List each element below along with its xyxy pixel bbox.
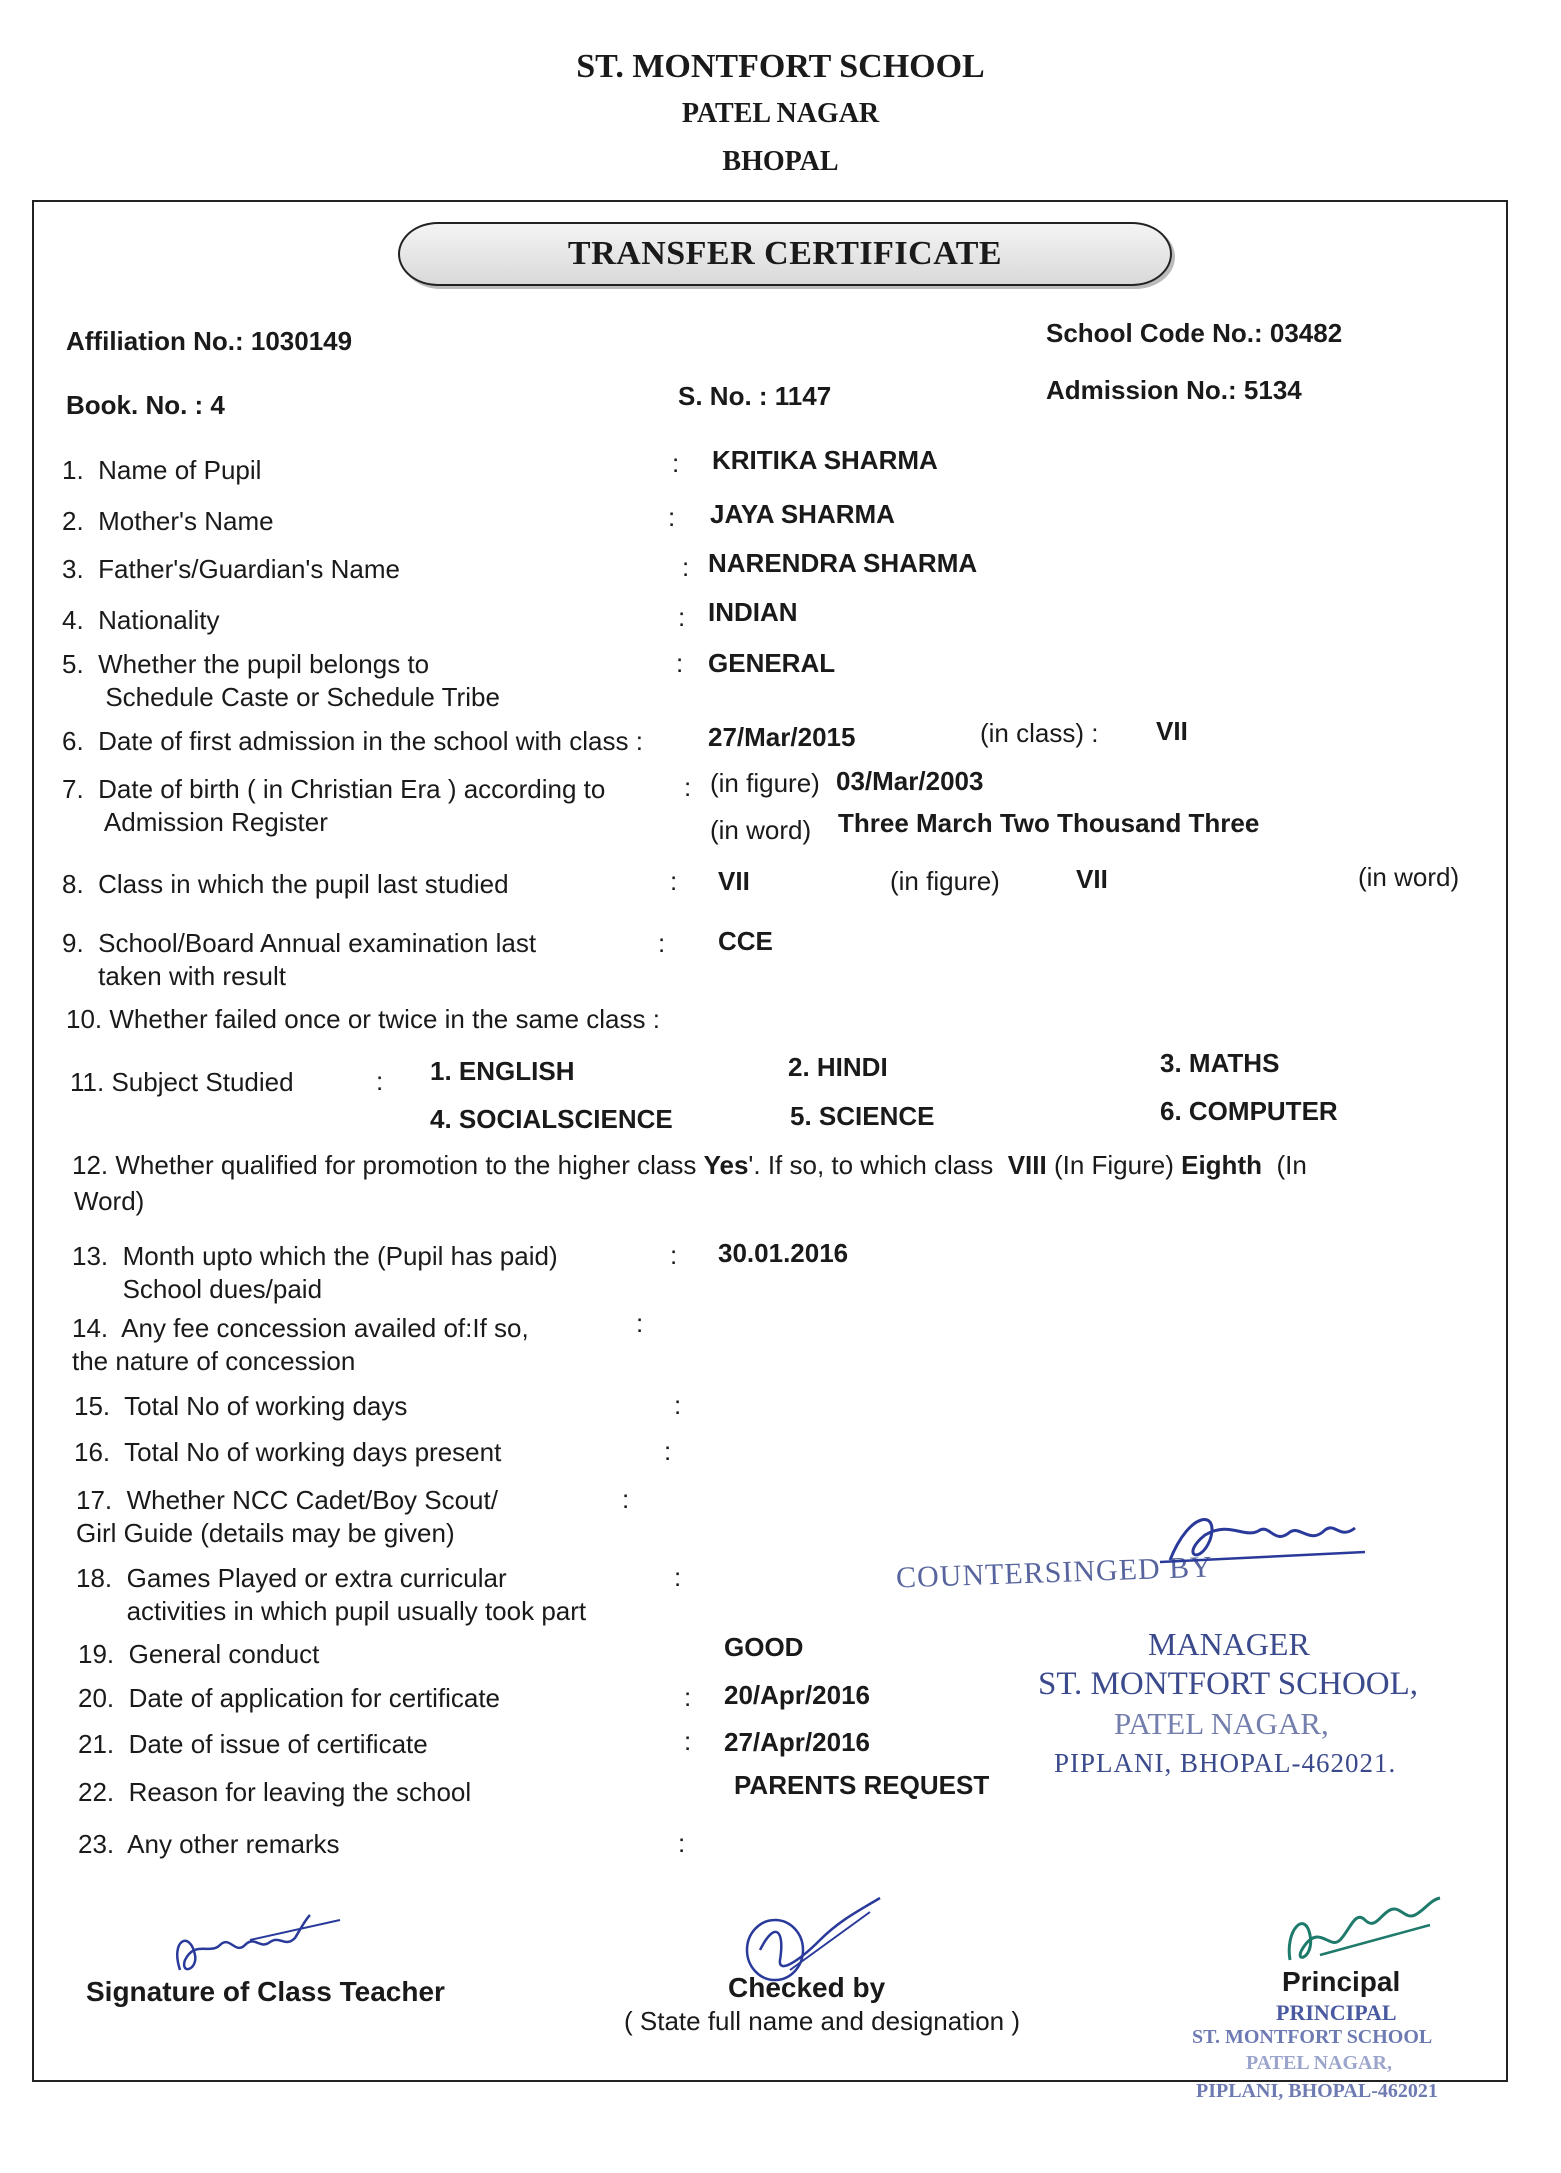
- item-13-value: 30.01.2016: [718, 1238, 849, 1268]
- class-teacher-label: Signature of Class Teacher: [86, 1976, 445, 2007]
- serial-number: S. No. : 1147: [678, 381, 832, 411]
- promotion-word-label-1: (In: [1276, 1150, 1307, 1180]
- item-14-label: 14. Any fee concession availed of:If so, the nature of concession: [72, 1313, 529, 1376]
- manager-stamp-title: MANAGER: [1148, 1626, 1310, 1662]
- principal-stamp-school: ST. MONTFORT SCHOOL: [1192, 2026, 1433, 2048]
- item-16-label: 16. Total No of working days present: [74, 1437, 502, 1467]
- principal-stamp-address: PIPLANI, BHOPAL-462021: [1196, 2080, 1438, 2102]
- item-6-class-value: VII: [1156, 716, 1188, 746]
- book-number: Book. No. : 4: [66, 390, 225, 420]
- school-area: PATEL NAGAR: [681, 98, 880, 129]
- school-code: School Code No.: 03482: [1046, 318, 1343, 348]
- promotion-answer: Yes: [703, 1150, 749, 1180]
- item-20-value: 20/Apr/2016: [724, 1680, 870, 1710]
- manager-stamp-school: ST. MONTFORT SCHOOL,: [1038, 1666, 1419, 1702]
- item-8-word-label: (in word): [1358, 862, 1460, 892]
- item-8-colon: :: [670, 866, 678, 896]
- item-17-colon: :: [622, 1484, 630, 1514]
- certificate-title: TRANSFER CERTIFICATE: [567, 235, 1003, 272]
- item-3-colon: :: [682, 552, 690, 582]
- item-2-label: 2. Mother's Name: [62, 506, 274, 536]
- checked-by-label: Checked by: [728, 1972, 886, 2003]
- item-14-colon: :: [636, 1308, 644, 1338]
- item-8-figure-label: (in figure): [890, 866, 1000, 896]
- subject-3: 3. MATHS: [1160, 1048, 1280, 1078]
- subject-2: 2. HINDI: [788, 1052, 888, 1082]
- school-name: ST. MONTFORT SCHOOL: [576, 48, 985, 85]
- manager-stamp-area: PATEL NAGAR,: [1114, 1706, 1329, 1741]
- item-19-label: 19. General conduct: [78, 1639, 320, 1669]
- item-8-value: VII: [718, 866, 750, 896]
- item-11-label: 11. Subject Studied: [70, 1067, 294, 1097]
- item-13-colon: :: [670, 1240, 678, 1270]
- class-teacher-signature: [150, 1900, 350, 1980]
- principal-stamp-title: PRINCIPAL: [1276, 2000, 1397, 2025]
- promotion-class-figure: VIII: [1007, 1150, 1047, 1180]
- item-7-word-label: (in word): [710, 815, 812, 845]
- item-8-word-value: VII: [1076, 864, 1108, 894]
- item-15-colon: :: [674, 1390, 682, 1420]
- item-13-label: 13. Month upto which the (Pupil has paid) School dues/paid: [72, 1241, 558, 1304]
- subject-4: 4. SOCIALSCIENCE: [430, 1104, 673, 1134]
- affiliation-number: Affiliation No.: 1030149: [66, 326, 353, 356]
- item-21-value: 27/Apr/2016: [724, 1727, 870, 1757]
- item-20-colon: :: [684, 1682, 692, 1712]
- manager-signature: [1150, 1500, 1380, 1580]
- item-20-label: 20. Date of application for certificate: [78, 1683, 501, 1713]
- item-3-label: 3. Father's/Guardian's Name: [62, 554, 400, 584]
- item-18-colon: :: [674, 1562, 682, 1592]
- item-10-label: 10. Whether failed once or twice in the same class :: [66, 1004, 660, 1034]
- item-1-colon: :: [672, 448, 680, 478]
- item-5-colon: :: [676, 648, 684, 678]
- promotion-figure-label: (In Figure): [1053, 1150, 1174, 1180]
- item-5-label: 5. Whether the pupil belongs to Schedule Caste or Schedule Tribe: [62, 649, 500, 712]
- item-2-value: JAYA SHARMA: [710, 499, 895, 529]
- item-16-colon: :: [664, 1436, 672, 1466]
- item-21-label: 21. Date of issue of certificate: [78, 1729, 428, 1759]
- item-19-value: GOOD: [724, 1632, 804, 1662]
- item-6-value: 27/Mar/2015: [708, 722, 856, 752]
- item-23-label: 23. Any other remarks: [78, 1829, 340, 1859]
- subject-1: 1. ENGLISH: [430, 1056, 575, 1086]
- item-7-word-value: Three March Two Thousand Three: [838, 808, 1260, 838]
- item-1-label: 1. Name of Pupil: [62, 455, 262, 485]
- principal-stamp-area: PATEL NAGAR,: [1246, 2052, 1392, 2074]
- item-2-colon: :: [668, 502, 676, 532]
- item-3-value: NARENDRA SHARMA: [708, 548, 978, 578]
- item-7-colon: :: [684, 772, 692, 802]
- certificate-title-banner: [398, 222, 1172, 286]
- item-6-label: 6. Date of first admission in the school with class :: [62, 726, 643, 756]
- promotion-text: '. If so, to which class: [748, 1150, 994, 1180]
- item-12-label: 12. Whether qualified for promotion to the higher class: [72, 1150, 697, 1180]
- item-4-label: 4. Nationality: [62, 605, 220, 635]
- school-city: BHOPAL: [722, 146, 839, 177]
- promotion-class-word: Eighth: [1181, 1150, 1262, 1180]
- item-17-label: 17. Whether NCC Cadet/Boy Scout/ Girl Guide (details may be given): [76, 1485, 498, 1548]
- subject-6: 6. COMPUTER: [1160, 1096, 1338, 1126]
- item-15-label: 15. Total No of working days: [74, 1391, 408, 1421]
- item-9-colon: :: [658, 928, 666, 958]
- item-7-figure-label: (in figure): [710, 768, 820, 798]
- item-5-value: GENERAL: [708, 648, 836, 678]
- item-6-class-label: (in class) :: [980, 718, 1099, 748]
- item-22-label: 22. Reason for leaving the school: [78, 1777, 472, 1807]
- item-4-colon: :: [678, 602, 686, 632]
- item-18-label: 18. Games Played or extra curricular activities in which pupil usually took part: [76, 1563, 587, 1626]
- checked-by-note: ( State full name and designation ): [624, 2006, 1021, 2036]
- item-12-line-1: [72, 1150, 1307, 1181]
- subject-5: 5. SCIENCE: [790, 1101, 935, 1131]
- promotion-word-label-2: Word): [74, 1186, 145, 1216]
- item-9-label: 9. School/Board Annual examination last taken with result: [62, 928, 537, 991]
- item-4-value: INDIAN: [708, 597, 798, 627]
- manager-stamp-address: PIPLANI, BHOPAL-462021.: [1054, 1748, 1397, 1778]
- principal-label: Principal: [1282, 1966, 1401, 1997]
- item-21-colon: :: [684, 1726, 692, 1756]
- item-7-figure-value: 03/Mar/2003: [836, 766, 984, 796]
- item-7-label: 7. Date of birth ( in Christian Era ) according to Admission Register: [62, 774, 606, 837]
- item-1-value: KRITIKA SHARMA: [712, 445, 938, 475]
- countersigned-stamp: COUNTERSINGED BY: [895, 1550, 1214, 1595]
- item-8-label: 8. Class in which the pupil last studied: [62, 869, 509, 899]
- item-22-value: PARENTS REQUEST: [734, 1770, 990, 1800]
- admission-number: Admission No.: 5134: [1046, 375, 1302, 405]
- item-9-value: CCE: [718, 926, 773, 956]
- item-23-colon: :: [678, 1828, 686, 1858]
- item-11-colon: :: [376, 1066, 384, 1096]
